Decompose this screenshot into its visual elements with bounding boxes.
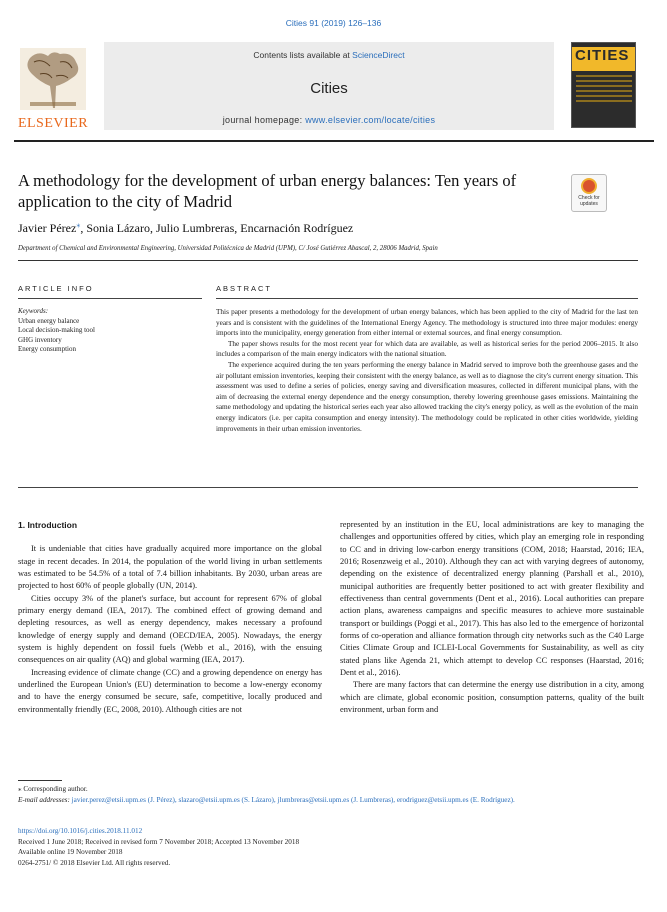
check-updates-icon xyxy=(581,178,597,194)
abstract-paragraph: This paper presents a methodology for the development of urban energy balances, which has been applied to the city of Madrid for the last ten years and is consistent with the guidelines of the International Energy Agency. The methodology is structured into three major modules: energy imports into the municipality, energy generation from either internal or external sources, and final energy consumption. xyxy=(216,308,638,338)
received-dates: Received 1 June 2018; Received in revised form 7 November 2018; Accepted 13 November 2018 xyxy=(18,837,300,846)
publication-info xyxy=(18,826,648,868)
body-paragraph: Cities occupy 3% of the planet's surface, but account for represent 67% of global primary energy demand (IEA, 2017). The combined effect of growing demand and depleting resources, as well as energy dependency, makes necessary a profound knowledge of energy supply and demand (OECD/IEA, 2005). Nowadays, the energy system is highly dependent on fossil fuels (Webb et al., 2016), with the ensuing consequences on air quality (AQ) and global warming (IEA, 2017). xyxy=(18,593,322,665)
body-column-right xyxy=(340,519,644,717)
cover-decoration xyxy=(576,75,632,105)
check-updates-label: Check for updates xyxy=(578,195,600,207)
corresponding-author-note: ⁎ Corresponding author. xyxy=(18,785,88,793)
author-first: Javier Pérez xyxy=(18,221,77,235)
paper-title: A methodology for the development of urban energy balances: Ten years of application to the city of Madrid xyxy=(18,171,517,211)
email-addresses xyxy=(18,795,648,806)
abstract-paragraph: The paper shows results for the most recent year for which data are available, as well as historical series for the period 2006–2015. It also includes a comparison of the main energy indicators with the national situation. xyxy=(216,339,638,359)
doi-link[interactable]: https://doi.org/10.1016/j.cities.2018.11.012 xyxy=(18,827,143,835)
keyword-item: Urban energy balance xyxy=(18,316,80,325)
abstract-heading: ABSTRACT xyxy=(216,284,273,293)
homepage-prefix: journal homepage: xyxy=(222,115,306,125)
journal-cover-thumbnail[interactable] xyxy=(571,42,636,128)
footnotes xyxy=(18,784,648,805)
copyright: 0264-2751/ © 2018 Elsevier Ltd. All rights reserved. xyxy=(18,858,171,867)
cover-title: CITIES xyxy=(575,47,630,64)
abstract-paragraph: The experience acquired during the ten years performing the energy balance in Madrid served to improve both the greenhouse gases and the air pollutant emission inventories, keeping their consistent with the energy balance, as well as to diagnose the city's current energy situation. This assessment was used to define a series of policies, energy saving and diversification measures, collected in different municipal plans, with the aim of decreasing the external energy dependence and the energy consumption, thereby lowering greenhouse gases emissions. Maintaining the same methodology and updating the historical series each year also allowed tracking the city's energy policy, as well as the evolution of the main energy indicators (i.e. per capita consumption and energy intensity). The methodology could be replicated in other cities worldwide, yielding improvements in their urban emission inventories. xyxy=(216,360,638,433)
introduction-heading: 1. Introduction xyxy=(18,520,78,530)
abstract-divider xyxy=(216,298,638,299)
available-online: Available online 19 November 2018 xyxy=(18,848,123,857)
article-info-heading: ARTICLE INFO xyxy=(18,284,94,293)
journal-banner xyxy=(104,42,554,130)
body-paragraph: There are many factors that can determine the energy use distribution in a city, among which are climate, global economic position, consumption patterns, quality of the built environment, urban form and xyxy=(340,680,644,715)
footnote-divider xyxy=(18,780,62,781)
homepage-link[interactable]: www.elsevier.com/locate/cities xyxy=(305,115,436,125)
keywords-label: Keywords: xyxy=(18,307,49,315)
email-links[interactable]: javier.perez@etsii.upm.es (J. Pérez), slazaro@etsii.upm.es (S. Lázaro), jlumbreras@etsii.upm.es (J. Lumbreras), erodriguez@etsii.upm.es (E. Rodríguez). xyxy=(71,795,515,804)
abstract-bottom-divider xyxy=(18,487,638,488)
elsevier-wordmark: ELSEVIER xyxy=(17,116,89,131)
journal-homepage xyxy=(104,115,554,125)
journal-citation[interactable]: Cities 91 (2019) 126–136 xyxy=(285,18,382,28)
email-label: E-mail addresses: xyxy=(18,795,70,804)
author-list xyxy=(18,220,353,236)
article-info-divider xyxy=(18,298,202,299)
keywords-block xyxy=(18,307,95,355)
body-paragraph: It is undeniable that cities have gradually acquired more importance on the global stage in recent decades. In 2014, the population of the world living in urban settlements was estimated to be 54.5% of a total of 7.4 billion inhabitants. By 2030, urban areas are projected to host 60% of people globally (UN, 2014). xyxy=(18,544,322,591)
journal-header xyxy=(14,38,654,134)
affiliation: Department of Chemical and Environmental Engineering, Universidad Politécnica de Madrid (UPM), C/ José Gutiérrez Abascal, 2, 28006 Madrid, Spain xyxy=(18,245,438,252)
affiliation-divider xyxy=(18,260,638,261)
contents-line xyxy=(104,50,554,60)
keyword-item: GHG inventory xyxy=(18,335,62,344)
check-for-updates-button[interactable] xyxy=(571,174,607,212)
author-rest: , Sonia Lázaro, Julio Lumbreras, Encarnación Rodríguez xyxy=(80,221,354,235)
body-column-left xyxy=(18,519,322,716)
elsevier-logo[interactable] xyxy=(14,48,92,132)
corresponding-author-marker[interactable]: ⁎ xyxy=(76,220,81,229)
title-block xyxy=(18,170,568,212)
elsevier-tree-icon xyxy=(20,48,86,110)
sciencedirect-link[interactable]: ScienceDirect xyxy=(352,50,405,60)
keyword-item: Local decision-making tool xyxy=(18,326,95,335)
keyword-item: Energy consumption xyxy=(18,345,77,354)
abstract-body xyxy=(216,307,638,434)
contents-prefix: Contents lists available at xyxy=(253,50,353,60)
body-paragraph: Increasing evidence of climate change (CC) and a growing dependence on energy has underlined the European Union's (EU) determination to become a low-energy economy and to have the energy consumed be secure, safe, competitive, locally produced and environmentally friendly (EC, 2008, 2010). Although cities are not xyxy=(18,667,322,714)
body-paragraph: represented by an institution in the EU, local administrations are key to managing the challenges and opportunities offered by cities, which play an emerging role in responding to CC and in driving low-carbon energy transitions (COM, 2018; Haarstad, 2016; IEA, 2016; Rosenzweig et al., 2010). Although they can act with varying degrees of autonomy, depending on the existence of decentralized energy planning (Parshall et al., 2010), municipal authorities are frequently better positioned to act with greater flexibility and effectiveness than central governments (Dent et al., 2016). Local authorities can prepare action plans, awareness campaigns and specific measures to achieve more sustainable transport or buildings (Poggi et al., 2017). This has also led to the emergence of horizontal forms of co-operation and alliance formation through city networks such as the C40 Large Cities Climate Group and ICLEI-Local Governments for Sustainability, as well as city stated plans like Agenda 21, which attempt to develop CC responses (Haarstad, 2016; Dent et al., 2016). xyxy=(340,520,644,678)
header-divider xyxy=(14,140,654,142)
journal-name: Cities xyxy=(310,80,348,97)
